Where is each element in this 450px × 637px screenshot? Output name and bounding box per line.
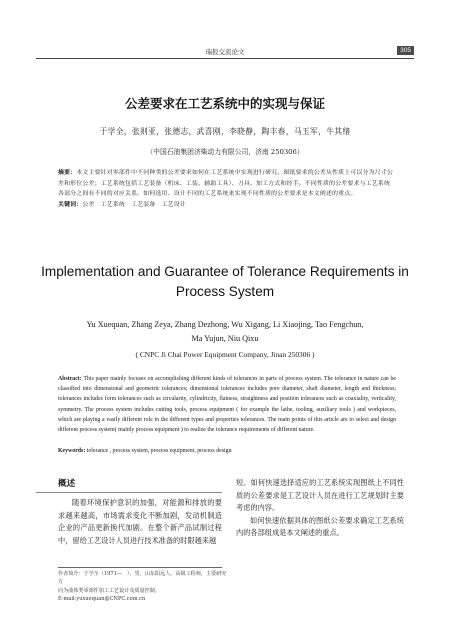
body-paragraph: 短。如何快速选择适应的工艺系统实现图纸上不同性质的公差要求是工艺设计人员在进行工艺规划时主要考虑的内容。 — [236, 478, 404, 513]
chinese-abstract-label: 摘要： — [58, 170, 77, 176]
english-authors-line-1: Yu Xuequan, Zhang Zeya, Zhang Dezhong, Wu Xigang, Li Xiaojing, Tao Fengchun, — [86, 320, 364, 329]
journal-section-title: 瑞报交流论文 — [205, 48, 245, 56]
english-keywords — [58, 446, 396, 456]
chinese-affiliation: （中国石油集团济柴动力有限公司，济南 250306） — [146, 148, 304, 156]
body-right-column — [236, 477, 404, 540]
footnote-email: E-mail:yuxuequan@CNPC.com.cn — [58, 596, 146, 603]
page-number: 305 — [397, 46, 414, 55]
english-authors-line-2: Ma Yujun, Niu Qixu — [191, 334, 259, 343]
english-affiliation: ( CNPC Ji Chai Power Equipment Company, Jinan 250306 ) — [135, 350, 315, 359]
section-divider — [36, 492, 222, 493]
english-authors — [0, 318, 450, 346]
footnote-line-1: 作者简介：于学全（1971— ），男，山东阳远人，高级工程师，主要研究方 — [58, 571, 227, 586]
chinese-abstract-text: 本文主要针对零部件中不同种类的公差要求如何在工艺系统中实现进行研究。图纸要求的公差从性质上可以分为尺寸公差和形位公差；工艺系统包括工艺装备（机床、工装、辅助工具）、刀具、加工方式和经手。不同性质的公差要求与工艺系统各部分之间有不同的对应关系。如何选用、设计不同的工艺系统来实现不同性质的公差要求是本文阐述的重点。 — [58, 170, 393, 198]
running-header — [36, 48, 414, 56]
author-footnote — [58, 570, 228, 604]
header-divider — [36, 58, 414, 59]
chinese-authors: 于学全，张则亚，张德志，武喜刚，李晓静，陶丰春，马玉军，牛其绪 — [99, 127, 351, 136]
english-keywords-label: Keywords: — [58, 448, 86, 454]
chinese-keywords-label: 关键词： — [58, 201, 83, 208]
body-paragraph: 随着环境保护意识的加强，对能源和排放的要求越来越高，市场需求变化不断加剧，发动机制造企业的产品更新换代加剧。在整个新产品试制过程中，留给工艺设计人员进行技术准备的时限越来越 — [58, 498, 222, 545]
chinese-keywords — [58, 200, 396, 211]
english-abstract-label: Abstract: — [58, 376, 82, 382]
english-title — [0, 262, 450, 302]
footnote-divider — [58, 567, 222, 568]
chinese-abstract — [58, 168, 396, 210]
chinese-title: 公差要求在工艺系统中的实现与保证 — [124, 96, 325, 111]
english-abstract — [58, 374, 396, 435]
body-left-column — [58, 497, 222, 547]
chinese-keywords-text: 公差 工艺系统 工艺装备 工艺设计 — [82, 201, 186, 208]
footnote-line-2: 向为曲体类零部件加工工艺设计及质量控制。 — [58, 587, 160, 594]
english-title-line-2: Process System — [175, 284, 275, 299]
english-title-line-1: Implementation and Guarantee of Tolerance Requirements in — [41, 264, 409, 279]
body-paragraph: 如何快速依据具体的图纸公差要求确定工艺系统内的各部组成是本文阐述的重点。 — [236, 515, 404, 538]
english-keywords-text: tolerance , process system, process equipment, process design — [85, 448, 232, 454]
section-heading-overview: 概述 — [58, 479, 76, 489]
english-abstract-text: This paper mainly focuses on accomplishing different kinds of tolerances in parts of process system. The tolerance in nature can be classified into dimensional and geometric tolerances; dimensional tolerances includes pore diameter, shaft diameter, length and thickness; tolerances includes form tolerances such as circularity, cylindricity, flatness, straightness and position tolerances such as coaxiality, verticality, symmetry. The process system includes cutting tools, process equipment ( for example the lathe, tooling, auxiliary tools ) and workpieces, which are playing a vastly different role in the different types and properties tolerances. The main points of this article are to select and design different process system( mainly process equipment ) to realize the tolerance requirements of different nature. — [58, 376, 396, 434]
